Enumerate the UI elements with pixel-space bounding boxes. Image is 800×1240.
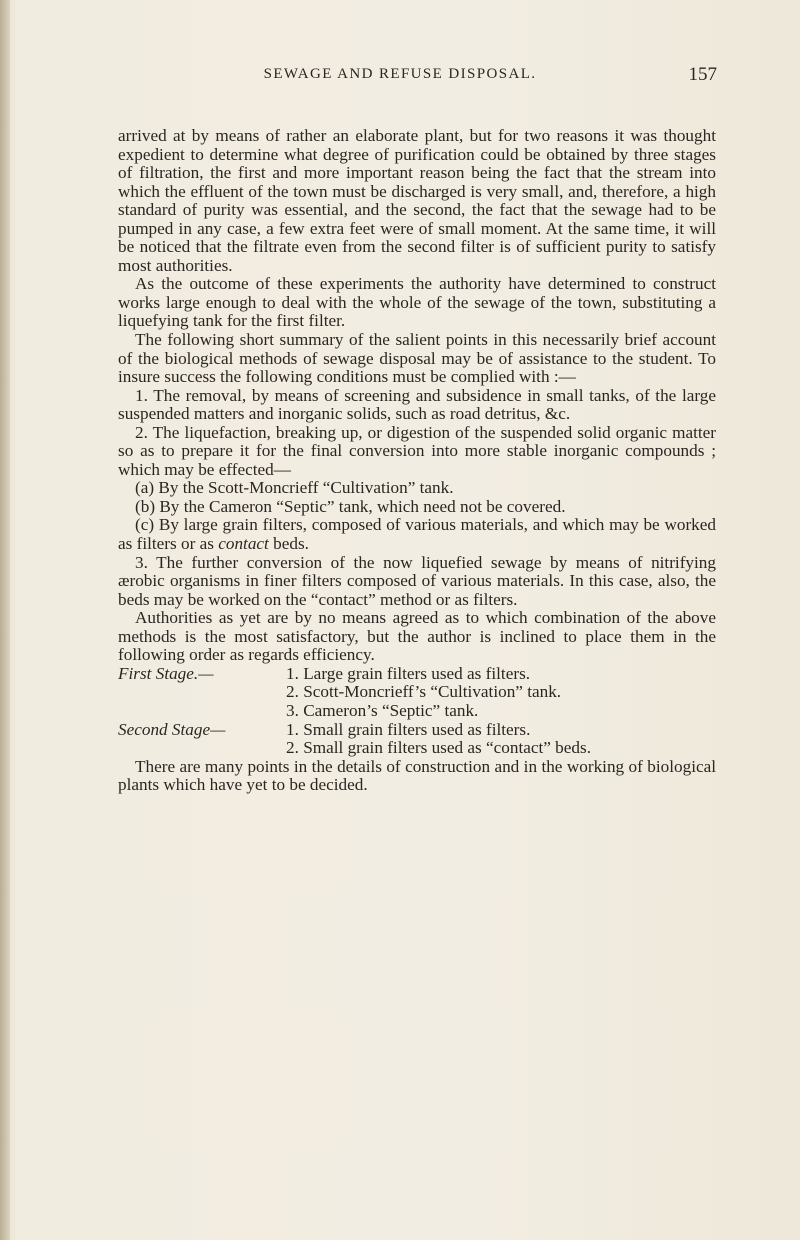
paragraph: (a) By the Scott-Moncrieff “Cultivation” tank. <box>135 478 454 498</box>
contact-suffix: beds. <box>268 534 309 554</box>
stage-item: 2. Scott-Moncrieff’s “Cultivation” tank. <box>286 682 562 702</box>
page-number: 157 <box>688 64 717 85</box>
page-header <box>0 64 800 94</box>
paragraph: 2. The liquefaction, breaking up, or digestion of the suspended solid organic matter so as to prepare it for the final conversion into more stable inorganic compounds ; which may be effected— <box>118 422 716 479</box>
stage-row <box>118 739 716 758</box>
stage-row <box>118 702 716 721</box>
stage-row <box>118 683 716 702</box>
body-text <box>118 127 716 795</box>
paragraph: 1. The removal, by means of screening and subsidence in small tanks, of the large suspended matters and inorganic solids, such as road detritus, &c. <box>118 385 716 424</box>
stage-label <box>118 702 286 721</box>
stage-row <box>118 721 716 740</box>
paragraph: The following short summary of the salient points in this necessarily brief account of the biological methods of sewage disposal may be of assistance to the student. To insure success the following conditions must be complied with :— <box>118 330 716 387</box>
contact-word: contact <box>218 534 269 554</box>
paragraph: 3. The further conversion of the now liquefied sewage by means of nitrifying ærobic organisms in finer filters composed of various materials. In this case, also, the beds may be worked on the “contact” method or as filters. <box>118 552 716 609</box>
stage-list <box>118 665 716 758</box>
paragraph: Authorities as yet are by no means agreed as to which combination of the above methods is the most satisfactory, but the author is inclined to place them in the following order as regards efficiency. <box>118 608 716 665</box>
stage-label <box>118 739 286 758</box>
stage-row <box>118 665 716 684</box>
running-head: SEWAGE AND REFUSE DISPOSAL. <box>263 66 537 82</box>
paragraph-text: (c) By large grain filters, composed of various materials, and which may be worked as filters or as <box>118 515 716 554</box>
stage-item: 2. Small grain filters used as “contact” beds. <box>286 738 591 758</box>
stage-label: Second Stage— <box>118 719 226 739</box>
closing-paragraph: There are many points in the details of construction and in the working of biological plants which have yet to be decided. <box>118 756 716 795</box>
paragraph: arrived at by means of rather an elaborate plant, but for two reasons it was thought expedient to determine what degree of purification could be obtained by three stages of filtration, the first and more important reason being the fact that the stream into which the effluent of the town must be discharged is very small, and, therefore, a high standard of purity was essential, and the second, the fact that the sewage had to be pumped in any case, a few extra feet were of small moment. At the same time, it will be noticed that the filtrate even from the second filter is of sufficient purity to satisfy most authorities. <box>118 126 716 275</box>
paragraph <box>118 516 716 553</box>
paragraph: As the outcome of these experiments the authority have determined to construct works large enough to deal with the whole of the sewage of the town, substituting a liquefying tank for the first filter. <box>118 274 716 331</box>
stage-item: 3. Cameron’s “Septic” tank. <box>286 700 479 720</box>
stage-label <box>118 683 286 702</box>
stage-item: 1. Large grain filters used as filters. <box>286 663 531 683</box>
book-spine-shadow <box>0 0 10 1240</box>
stage-item: 1. Small grain filters used as filters. <box>286 719 531 739</box>
stage-label: First Stage.— <box>118 663 214 683</box>
paragraph: (b) By the Cameron “Septic” tank, which need not be covered. <box>135 496 566 516</box>
